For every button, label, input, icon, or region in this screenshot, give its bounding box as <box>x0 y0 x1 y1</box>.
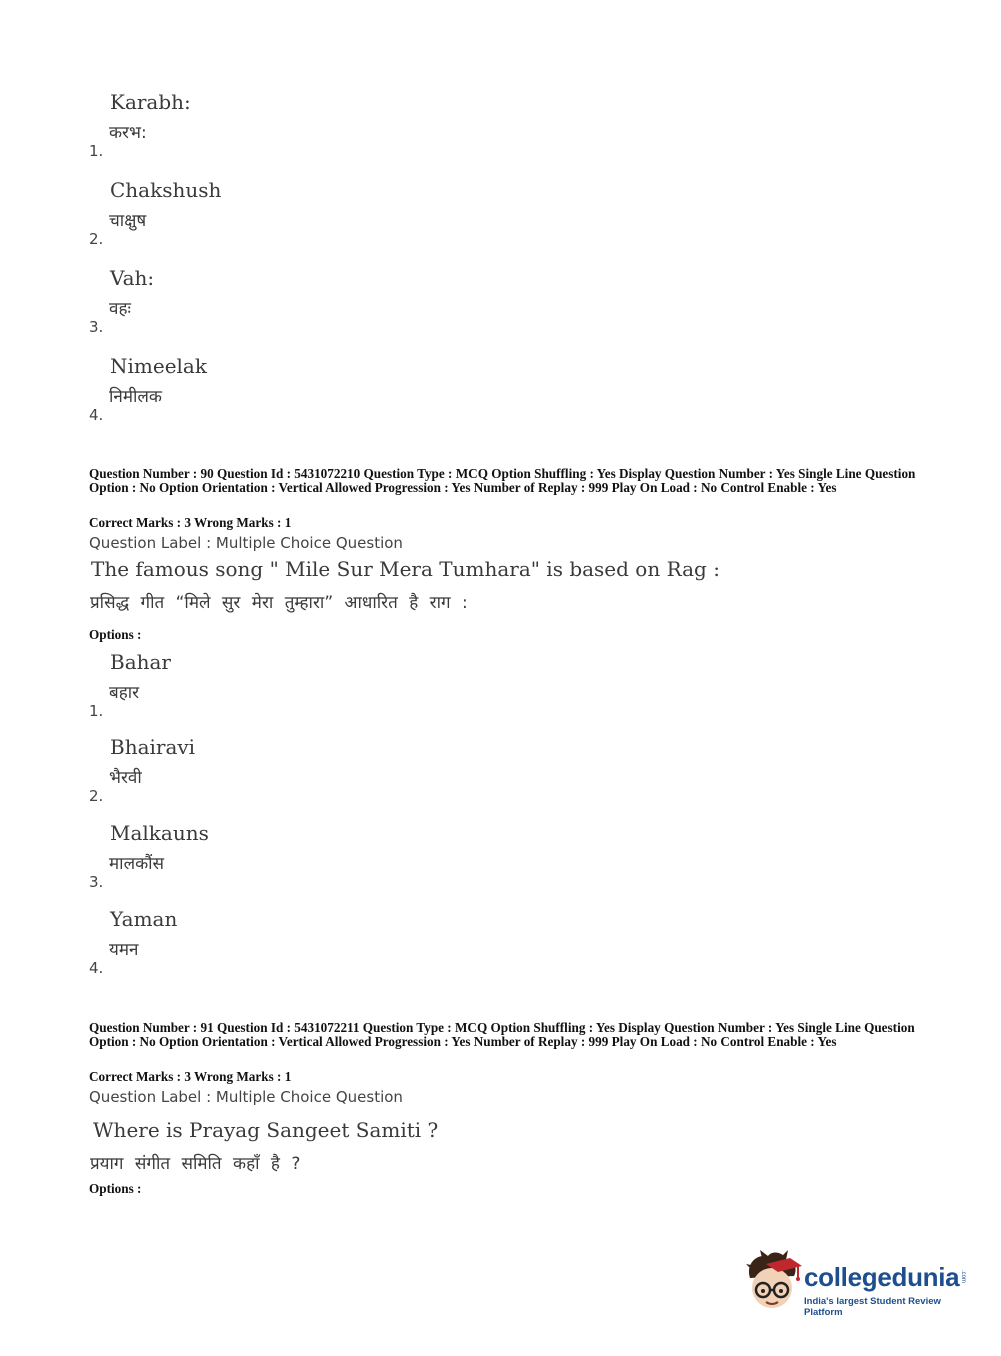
question-marks: Correct Marks : 3 Wrong Marks : 1 <box>89 1069 292 1084</box>
option-number: 2. <box>89 787 104 805</box>
option-hindi: यमन <box>109 940 139 960</box>
option-hindi: वहः <box>109 299 131 319</box>
option-english: Nimeelak <box>110 354 207 378</box>
question-label: Question Label : Multiple Choice Question <box>89 534 403 552</box>
option-english: Chakshush <box>110 178 222 202</box>
brand-suffix: .com <box>960 1270 966 1284</box>
option-1 <box>89 650 689 720</box>
options-label: Options : <box>89 1181 142 1196</box>
option-number: 2. <box>89 230 104 248</box>
options-label: Options : <box>89 627 142 642</box>
option-number: 1. <box>89 702 104 720</box>
option-english: Karabh: <box>110 90 191 114</box>
option-english: Vah: <box>110 266 155 290</box>
option-english: Yaman <box>110 907 178 931</box>
brand-tagline: India's largest Student Review Platform <box>804 1296 941 1318</box>
option-hindi: चाक्षुष <box>109 211 147 231</box>
question-marks: Correct Marks : 3 Wrong Marks : 1 <box>89 515 292 530</box>
option-english: Bahar <box>110 650 171 674</box>
option-hindi: बहार <box>109 683 140 703</box>
question-meta: Question Number : 90 Question Id : 5431072210 Question Type : MCQ Option Shuffling : Yes Display Question Number : Yes Single Line Question Option : No Option Orientation : Vertical Allowed Progression : Yes Number of Replay : 999 Play On Load : No Control Enable : Yes <box>89 466 916 496</box>
brand-name: collegedunia <box>804 1262 960 1292</box>
option-3 <box>89 266 689 336</box>
collegedunia-logo <box>742 1248 972 1320</box>
option-number: 4. <box>89 406 104 424</box>
option-hindi: निमीलक <box>109 387 162 407</box>
question-meta: Question Number : 91 Question Id : 5431072211 Question Type : MCQ Option Shuffling : Yes Display Question Number : Yes Single Line Question Option : No Option Orientation : Vertical Allowed Progression : Yes Number of Replay : 999 Play On Load : No Control Enable : Yes <box>89 1020 915 1050</box>
option-number: 1. <box>89 142 104 160</box>
option-hindi: मालकौंस <box>109 854 165 874</box>
option-3 <box>89 821 689 891</box>
mascot-icon <box>742 1250 804 1316</box>
option-english: Malkauns <box>110 821 209 845</box>
option-number: 3. <box>89 318 104 336</box>
question-text-english: The famous song " Mile Sur Mera Tumhara" is based on Rag : <box>91 557 720 581</box>
option-2 <box>89 735 689 805</box>
option-number: 4. <box>89 959 104 977</box>
question-text-english: Where is Prayag Sangeet Samiti ? <box>93 1118 439 1142</box>
option-hindi: भैरवी <box>109 768 142 788</box>
option-4 <box>89 354 689 424</box>
option-2 <box>89 178 689 248</box>
option-english: Bhairavi <box>110 735 196 759</box>
question-label: Question Label : Multiple Choice Question <box>89 1088 403 1106</box>
option-4 <box>89 907 689 977</box>
option-hindi: करभ: <box>109 123 147 143</box>
question-text-hindi: प्रसिद्ध गीत “मिले सुर मेरा तुम्हारा” आधारित है राग : <box>90 593 468 613</box>
option-number: 3. <box>89 873 104 891</box>
option-1 <box>89 90 689 160</box>
question-text-hindi: प्रयाग संगीत समिति कहाँ है ? <box>90 1154 301 1174</box>
